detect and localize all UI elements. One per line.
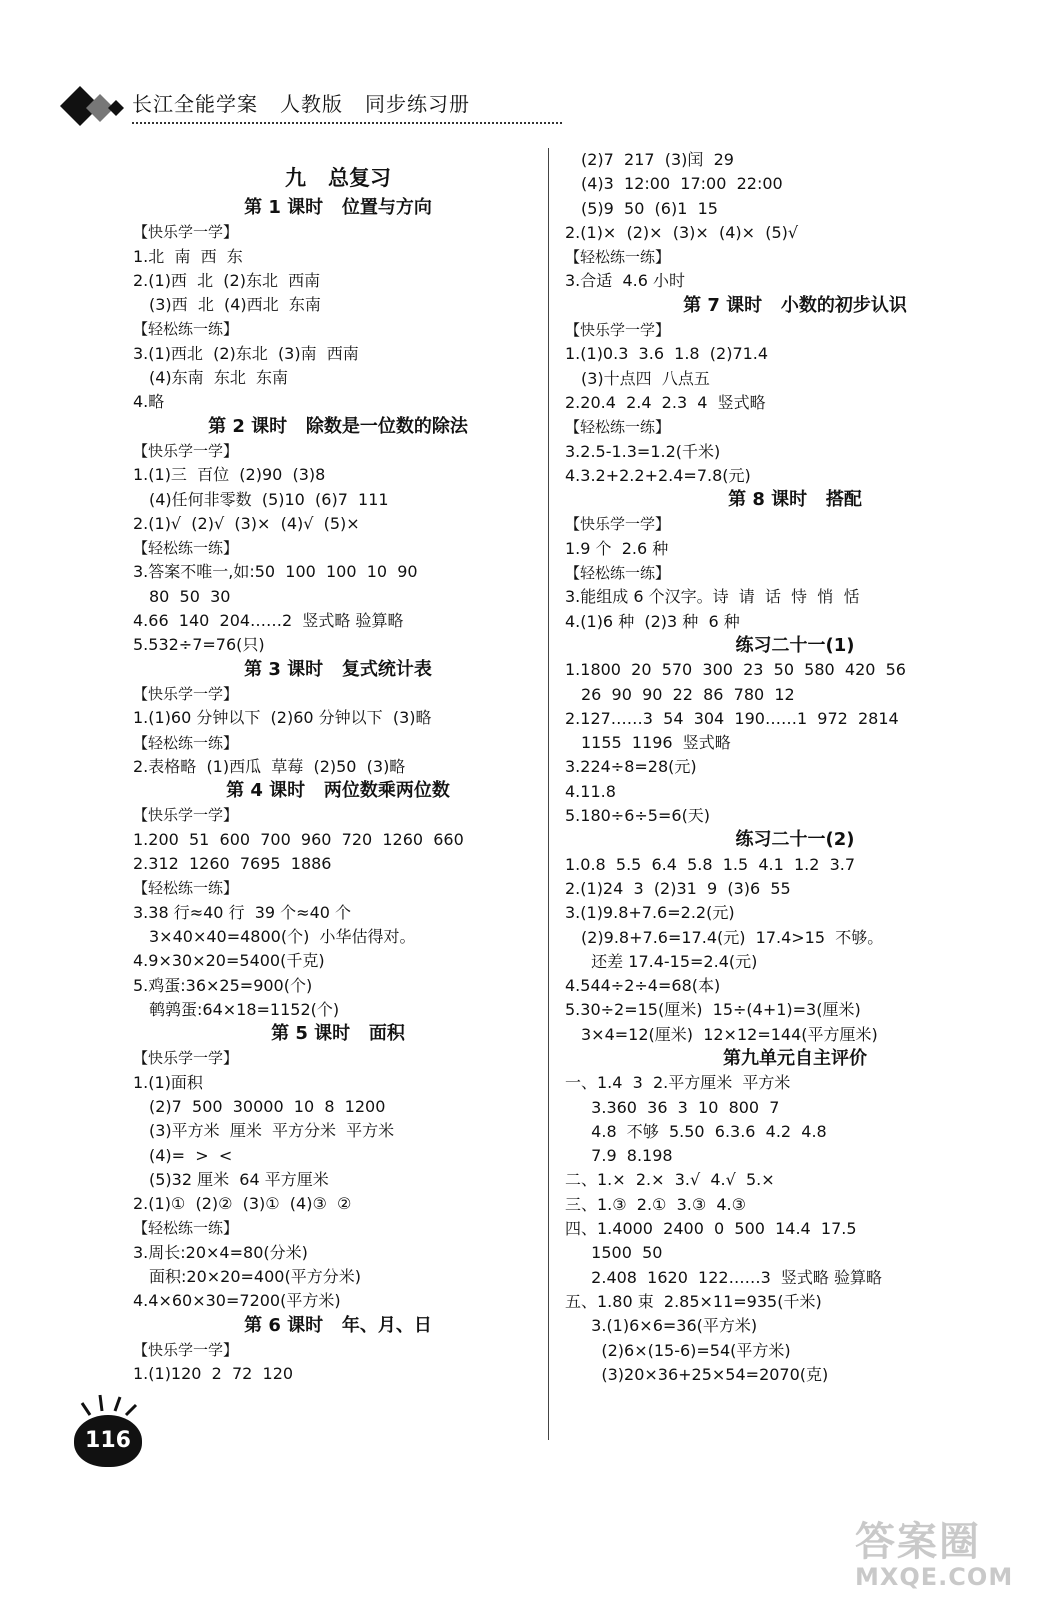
answer-line: 26 90 90 22 86 780 12	[581, 684, 795, 704]
answer-line: 5.30÷2=15(厘米) 15÷(4+1)=3(厘米)	[565, 1000, 861, 1020]
answer-line: 4.9×30×20=5400(千克)	[133, 951, 325, 971]
section-heading: 第 8 课时 搭配	[728, 489, 862, 511]
section-heading: 第 5 课时 面积	[271, 1023, 405, 1045]
section-tag: 【快乐学一学】	[133, 806, 239, 825]
section-tag: 【快乐学一学】	[133, 1340, 239, 1359]
answer-line: (3)西 北 (4)西北 东南	[149, 295, 321, 315]
section-heading: 第 1 课时 位置与方向	[244, 197, 432, 218]
answer-line: (5)32 厘米 64 平方厘米	[149, 1169, 329, 1189]
section-heading: 第九单元自主评价	[723, 1047, 867, 1069]
answer-line: 4.3.2+2.2+2.4=7.8(元)	[565, 465, 751, 485]
section-heading: 九 总复习	[285, 166, 391, 190]
answer-line: 3.能组成 6 个汉字。诗 请 话 恃 悄 恬	[565, 587, 860, 607]
answer-line: 三、1.③ 2.① 3.③ 4.③	[565, 1194, 746, 1214]
answer-line: 3.38 行≈40 行 39 个≈40 个	[133, 902, 352, 922]
answer-line: (3)十点四 八点五	[581, 368, 710, 388]
section-heading: 练习二十一(1)	[735, 634, 855, 656]
answer-line: 3.(1)6×6=36(平方米)	[581, 1316, 758, 1336]
section-tag: 【快乐学一学】	[565, 515, 671, 534]
watermark-logo: 答案圈	[855, 1519, 981, 1565]
answer-line: 2.127……3 54 304 190……1 972 2814	[565, 708, 899, 728]
answer-line: (4)= > <	[149, 1145, 233, 1165]
answer-line: (2)6×(15-6)=54(平方米)	[581, 1340, 791, 1360]
answer-line: 5.532÷7=76(只)	[133, 635, 265, 655]
answer-line: 80 50 30	[149, 586, 231, 606]
answer-line: 2.(1)√ (2)√ (3)× (4)√ (5)×	[133, 513, 360, 533]
header-title	[132, 88, 492, 117]
answer-line: 二、1.× 2.× 3.√ 4.√ 5.×	[565, 1170, 775, 1190]
answer-line: 1.(1)120 2 72 120	[133, 1364, 294, 1384]
header-title-part: 长江全能学案	[132, 92, 258, 116]
answer-line: (5)9 50 (6)1 15	[581, 198, 718, 218]
section-tag: 【轻松练一练】	[133, 733, 239, 752]
answer-line: 3×40×40=4800(个) 小华估得对。	[149, 926, 416, 946]
answer-line: 4.8 不够 5.50 6.3.6 4.2 4.8	[581, 1121, 827, 1141]
page-number: 116	[74, 1415, 142, 1467]
answer-line: (3)20×36+25×54=2070(克)	[581, 1364, 829, 1384]
section-heading: 第 7 课时 小数的初步认识	[683, 294, 907, 316]
answer-line: 5.180÷6÷5=6(天)	[565, 806, 711, 826]
answer-line: 四、1.4000 2400 0 500 14.4 17.5	[565, 1219, 857, 1239]
answer-line: 鹌鹑蛋:64×18=1152(个)	[149, 999, 340, 1019]
answer-line: 2.20.4 2.4 2.3 4 竖式略	[565, 392, 766, 412]
watermark	[855, 1510, 1040, 1590]
answer-line: (3)平方米 厘米 平方分米 平方米	[149, 1121, 395, 1141]
answer-line: 3.周长:20×4=80(分米)	[133, 1242, 308, 1262]
left-answer-column	[133, 148, 543, 1387]
answer-line: 1500 50	[581, 1243, 663, 1263]
answer-line: 1.(1)0.3 3.6 1.8 (2)71.4	[565, 344, 769, 364]
answer-line: 1.0.8 5.5 6.4 5.8 1.5 4.1 1.2 3.7	[565, 854, 856, 874]
answer-line: 1155 1196 竖式略	[581, 733, 731, 753]
answer-line: 3.2.5-1.3=1.2(千米)	[565, 441, 721, 461]
section-heading: 第 6 课时 年、月、日	[244, 1314, 432, 1336]
section-tag: 【快乐学一学】	[133, 684, 239, 703]
answer-line: 2.408 1620 122……3 竖式略 验算略	[581, 1267, 883, 1287]
answer-line: 4.略	[133, 392, 165, 412]
watermark-url: MXQE.COM	[855, 1563, 1014, 1591]
section-tag: 【轻松练一练】	[565, 418, 671, 437]
section-heading: 练习二十一(2)	[735, 829, 855, 851]
answer-line: 1.1800 20 570 300 23 50 580 420 56	[565, 660, 906, 680]
diamond-logo-icon	[60, 84, 130, 128]
section-tag: 【快乐学一学】	[565, 321, 671, 340]
right-answer-column	[565, 148, 1025, 1387]
answer-line: 还差 17.4-15=2.4(元)	[581, 951, 758, 971]
header-title-part: 同步练习册	[365, 92, 470, 116]
answer-line: (2)7 217 (3)闰 29	[581, 150, 734, 169]
answer-line: 4.(1)6 种 (2)3 种 6 种	[565, 611, 740, 631]
section-heading: 第 2 课时 除数是一位数的除法	[208, 415, 468, 437]
answer-line: 3.(1)西北 (2)东北 (3)南 西南	[133, 343, 359, 363]
answer-line: 1.(1)三 百位 (2)90 (3)8	[133, 465, 326, 485]
answer-line: 3.合适 4.6 小时	[565, 271, 685, 291]
section-heading: 第 4 课时 两位数乘两位数	[226, 780, 450, 802]
answer-line: 一、1.4 3 2.平方厘米 平方米	[565, 1073, 791, 1093]
section-tag: 【快乐学一学】	[133, 1049, 239, 1068]
answer-line: 2.(1)西 北 (2)东北 西南	[133, 270, 321, 290]
answer-line: 3.360 36 3 10 800 7	[581, 1097, 780, 1117]
section-tag: 【轻松练一练】	[133, 320, 239, 339]
answer-line: (4)任何非零数 (5)10 (6)7 111	[149, 489, 389, 509]
answer-line: 3.(1)9.8+7.6=2.2(元)	[565, 903, 735, 923]
section-tag: 【轻松练一练】	[565, 564, 671, 583]
answer-line: (2)7 500 30000 10 8 1200	[149, 1096, 386, 1116]
answer-line: 4.11.8	[565, 781, 616, 801]
header-title-part: 人教版	[280, 92, 343, 116]
answer-line: 7.9 8.198	[581, 1146, 673, 1166]
section-tag: 【快乐学一学】	[133, 223, 239, 242]
section-tag: 【轻松练一练】	[133, 1219, 239, 1238]
answer-line: 1.(1)面积	[133, 1072, 203, 1092]
answer-line: 1.北 南 西 东	[133, 246, 243, 266]
answer-line: 4.66 140 204……2 竖式略 验算略	[133, 611, 404, 631]
answer-line: 1.9 个 2.6 种	[565, 538, 669, 558]
answer-line: 5.鸡蛋:36×25=900(个)	[133, 975, 313, 995]
answer-line: 面积:20×20=400(平方分米)	[149, 1267, 361, 1287]
answer-line: (4)3 12:00 17:00 22:00	[581, 174, 783, 194]
answer-line: 五、1.80 束 2.85×11=935(千米)	[565, 1291, 822, 1311]
section-tag: 【轻松练一练】	[133, 539, 239, 558]
section-tag: 【轻松练一练】	[133, 879, 239, 898]
section-tag: 【轻松练一练】	[565, 248, 671, 267]
answer-line: 1.200 51 600 700 960 720 1260 660	[133, 829, 464, 849]
section-heading: 第 3 课时 复式统计表	[244, 658, 432, 680]
answer-line: 2.(1)① (2)② (3)① (4)③ ②	[133, 1194, 352, 1214]
answer-line: 3.224÷8=28(元)	[565, 757, 697, 777]
answer-line: 3×4=12(厘米) 12×12=144(平方厘米)	[581, 1024, 878, 1044]
answer-line: 4.4×60×30=7200(平方米)	[133, 1291, 341, 1311]
answer-line: 2.(1)× (2)× (3)× (4)× (5)√	[565, 222, 799, 242]
answer-line: 2.(1)24 3 (2)31 9 (3)6 55	[565, 878, 791, 898]
page-header	[60, 78, 500, 134]
section-tag: 【快乐学一学】	[133, 441, 239, 460]
answer-line: 2.表格略 (1)西瓜 草莓 (2)50 (3)略	[133, 756, 406, 776]
answer-line: (2)9.8+7.6=17.4(元) 17.4>15 不够。	[581, 927, 884, 947]
answer-line: 4.544÷2÷4=68(本)	[565, 976, 721, 996]
answer-line: 3.答案不唯一,如:50 100 100 10 90	[133, 562, 418, 582]
header-divider	[132, 122, 562, 124]
page-number-badge	[60, 1385, 160, 1480]
column-divider	[548, 148, 549, 1440]
answer-line: (4)东南 东北 东南	[149, 368, 289, 388]
answer-line: 1.(1)60 分钟以下 (2)60 分钟以下 (3)略	[133, 708, 432, 728]
answer-line: 2.312 1260 7695 1886	[133, 854, 332, 874]
